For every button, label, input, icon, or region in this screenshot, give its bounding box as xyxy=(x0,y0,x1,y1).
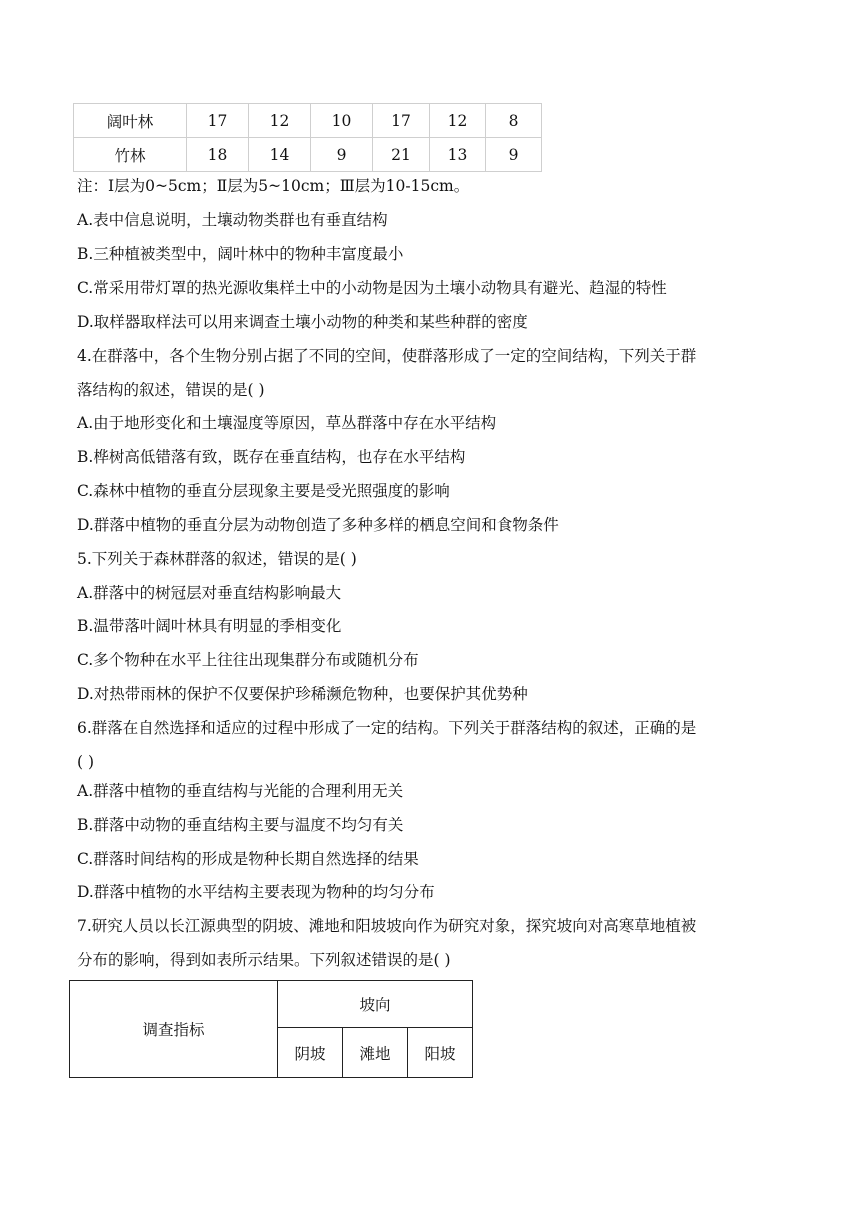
table-cell: 14 xyxy=(249,138,311,172)
table-row xyxy=(74,104,542,138)
table-cell: 12 xyxy=(430,104,486,138)
question-line: 5.下列关于森林群落的叙述，错误的是( ) xyxy=(77,550,357,568)
question-line: 7.研究人员以长江源典型的阴坡、滩地和阳坡坡向作为研究对象，探究坡向对高寒草地植被 xyxy=(77,917,697,935)
option-line: A.表中信息说明，土壤动物类群也有垂直结构 xyxy=(77,211,388,229)
table-row xyxy=(74,138,542,172)
option-line: D.群落中植物的垂直分层为动物创造了多种多样的栖息空间和食物条件 xyxy=(77,516,559,534)
question-line: 4.在群落中，各个生物分别占据了不同的空间，使群落形成了一定的空间结构，下列关于群 xyxy=(77,347,697,365)
table-subheader: 滩地 xyxy=(343,1028,408,1078)
table-subheader: 阳坡 xyxy=(408,1028,473,1078)
table-group-header: 坡向 xyxy=(278,981,473,1028)
table-cell: 18 xyxy=(187,138,249,172)
option-line: C.多个物种在水平上往往出现集群分布或随机分布 xyxy=(77,651,419,669)
option-line: B.桦树高低错落有致，既存在垂直结构，也存在水平结构 xyxy=(77,448,466,466)
table-subheader: 阴坡 xyxy=(278,1028,343,1078)
soil-animal-table xyxy=(73,103,542,172)
option-line: C.森林中植物的垂直分层现象主要是受光照强度的影响 xyxy=(77,482,450,500)
option-line: B.三种植被类型中，阔叶林中的物种丰富度最小 xyxy=(77,245,404,263)
table-cell: 17 xyxy=(373,104,430,138)
row-label: 阔叶林 xyxy=(74,104,187,138)
table-cell: 9 xyxy=(486,138,542,172)
option-line: D.群落中植物的水平结构主要表现为物种的均匀分布 xyxy=(77,883,435,901)
table-cell: 8 xyxy=(486,104,542,138)
table-cell: 9 xyxy=(311,138,373,172)
option-line: D.取样器取样法可以用来调查土壤小动物的种类和某些种群的密度 xyxy=(77,313,528,331)
option-line: B.温带落叶阔叶林具有明显的季相变化 xyxy=(77,617,342,635)
table-note: 注：Ⅰ层为0~5cm；Ⅱ层为5~10cm；Ⅲ层为10-15cm。 xyxy=(77,177,470,195)
table-cell: 13 xyxy=(430,138,486,172)
option-line: A.由于地形变化和土壤湿度等原因，草丛群落中存在水平结构 xyxy=(77,414,497,432)
question-line: ( ) xyxy=(77,753,95,771)
question-line: 分布的影响，得到如表所示结果。下列叙述错误的是( ) xyxy=(77,951,451,969)
slope-table xyxy=(69,980,473,1078)
table-cell: 21 xyxy=(373,138,430,172)
option-line: C.常采用带灯罩的热光源收集样土中的小动物是因为土壤小动物具有避光、趋湿的特性 xyxy=(77,279,667,297)
table-cell: 10 xyxy=(311,104,373,138)
question-line: 6.群落在自然选择和适应的过程中形成了一定的结构。下列关于群落结构的叙述，正确的是 xyxy=(77,719,697,737)
option-line: A.群落中植物的垂直结构与光能的合理利用无关 xyxy=(77,782,404,800)
question-line: 落结构的叙述，错误的是( ) xyxy=(77,381,265,399)
table-cell: 17 xyxy=(187,104,249,138)
option-line: A.群落中的树冠层对垂直结构影响最大 xyxy=(77,584,342,602)
row-label: 竹林 xyxy=(74,138,187,172)
table-cell: 12 xyxy=(249,104,311,138)
option-line: B.群落中动物的垂直结构主要与温度不均匀有关 xyxy=(77,816,404,834)
table-row xyxy=(70,981,473,1028)
table-header: 调查指标 xyxy=(70,981,278,1078)
option-line: C.群落时间结构的形成是物种长期自然选择的结果 xyxy=(77,850,419,868)
option-line: D.对热带雨林的保护不仅要保护珍稀濒危物种，也要保护其优势种 xyxy=(77,685,528,703)
